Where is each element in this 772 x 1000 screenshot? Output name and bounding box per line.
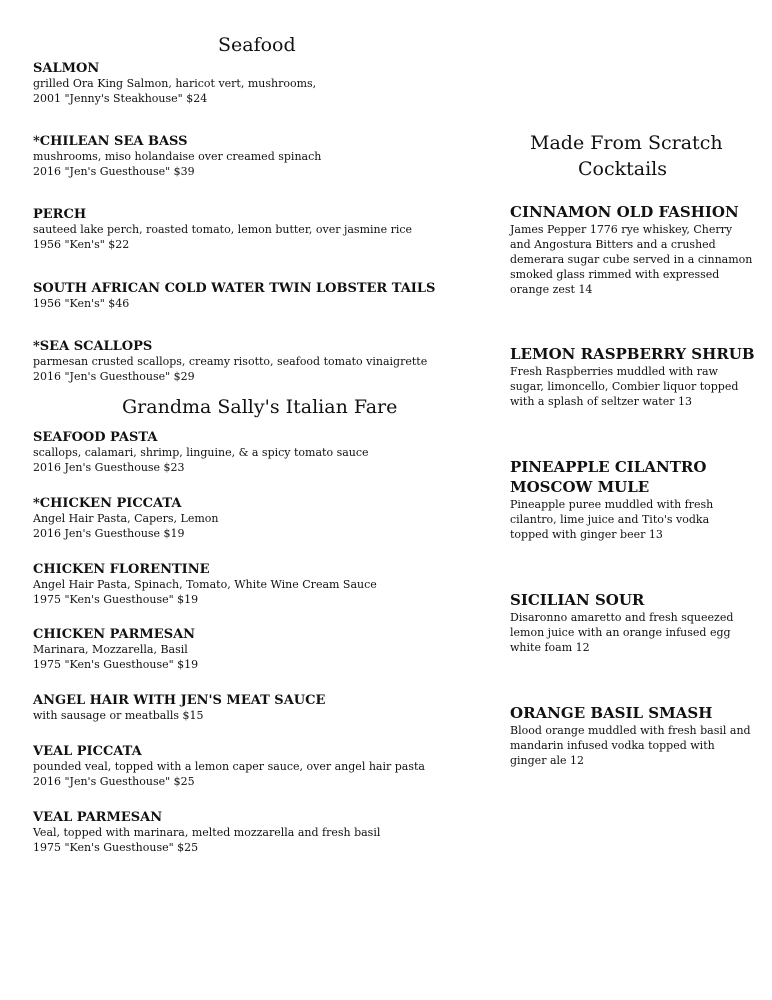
- item-price-line: 2016 "Jen's Guesthouse" $39: [33, 165, 195, 178]
- item-name: ANGEL HAIR WITH JEN'S MEAT SAUCE: [33, 693, 326, 708]
- item-price-line: with sausage or meatballs $15: [33, 709, 204, 722]
- cocktail-name: MOSCOW MULE: [510, 478, 650, 496]
- item-price-line: 1975 "Ken's Guesthouse" $19: [33, 658, 199, 671]
- item-description: grilled Ora King Salmon, haricot vert, mushrooms,: [33, 77, 317, 90]
- item-price-line: 2016 Jen's Guesthouse $23: [33, 461, 185, 474]
- menu-item: [33, 339, 463, 384]
- cocktail-item: [510, 590, 765, 655]
- item-description: Marinara, Mozzarella, Basil: [33, 643, 188, 656]
- item-price-line: 1956 "Ken's" $22: [33, 238, 130, 251]
- item-name: SALMON: [33, 61, 100, 76]
- cocktail-description: Blood orange muddled with fresh basil and: [510, 724, 751, 737]
- item-price-line: 1956 "Ken's" $46: [33, 297, 130, 310]
- cocktail-description: cilantro, lime juice and Tito's vodka: [510, 513, 710, 526]
- menu-item: [33, 496, 463, 541]
- cocktail-item: [510, 703, 765, 768]
- cocktails-heading-line2: Cocktails: [578, 158, 667, 180]
- item-description: parmesan crusted scallops, creamy risotto, seafood tomato vinaigrette: [33, 355, 428, 368]
- item-price-line: 2001 "Jenny's Steakhouse" $24: [33, 92, 208, 105]
- cocktail-description: sugar, limoncello, Combier liquor topped: [510, 380, 739, 393]
- cocktail-name: CINNAMON OLD FASHION: [510, 203, 739, 221]
- item-name: PERCH: [33, 207, 87, 222]
- cocktail-name: SICILIAN SOUR: [510, 591, 645, 609]
- cocktail-item: [510, 202, 765, 297]
- cocktails-heading: [530, 130, 723, 182]
- cocktail-price-line: ginger ale 12: [510, 754, 585, 767]
- menu-item: [33, 627, 463, 672]
- item-name: SEAFOOD PASTA: [33, 430, 158, 445]
- cocktail-description: smoked glass rimmed with expressed: [510, 268, 720, 281]
- cocktail-price-line: topped with ginger beer 13: [510, 528, 663, 541]
- item-name: CHICKEN FLORENTINE: [33, 562, 210, 577]
- menu-item: [33, 134, 463, 179]
- menu-item: [33, 281, 463, 311]
- cocktail-description: demerara sugar cube served in a cinnamon: [510, 253, 753, 266]
- item-price-line: 1975 "Ken's Guesthouse" $19: [33, 593, 199, 606]
- cocktail-price-line: orange zest 14: [510, 283, 593, 296]
- cocktail-name: PINEAPPLE CILANTRO: [510, 458, 707, 476]
- item-name: CHICKEN PARMESAN: [33, 627, 196, 642]
- item-name: VEAL PARMESAN: [33, 810, 163, 825]
- item-description: pounded veal, topped with a lemon caper sauce, over angel hair pasta: [33, 760, 425, 773]
- item-price-line: 2016 "Jen's Guesthouse" $25: [33, 775, 195, 788]
- menu-item: [33, 61, 463, 106]
- item-description: mushrooms, miso holandaise over creamed spinach: [33, 150, 322, 163]
- cocktail-price-line: white foam 12: [510, 641, 590, 654]
- item-description: scallops, calamari, shrimp, linguine, & a spicy tomato sauce: [33, 446, 369, 459]
- item-name: *CHILEAN SEA BASS: [33, 134, 188, 149]
- menu-item: [33, 693, 463, 723]
- item-description: Angel Hair Pasta, Capers, Lemon: [33, 512, 219, 525]
- menu-item: [33, 810, 463, 855]
- cocktail-description: Pineapple puree muddled with fresh: [510, 498, 714, 511]
- cocktail-description: Fresh Raspberries muddled with raw: [510, 365, 718, 378]
- cocktail-description: James Pepper 1776 rye whiskey, Cherry: [510, 223, 733, 236]
- menu-item: [33, 207, 463, 252]
- cocktails-heading-line1: Made From Scratch: [530, 132, 723, 154]
- item-price-line: 2016 "Jen's Guesthouse" $29: [33, 370, 195, 383]
- seafood-heading: Seafood: [218, 34, 296, 56]
- menu-item: [33, 430, 463, 475]
- cocktail-name: LEMON RASPBERRY SHRUB: [510, 345, 755, 363]
- item-price-line: 1975 "Ken's Guesthouse" $25: [33, 841, 199, 854]
- italian-heading: Grandma Sally's Italian Fare: [122, 396, 398, 418]
- item-description: sauteed lake perch, roasted tomato, lemon butter, over jasmine rice: [33, 223, 413, 236]
- cocktail-item: [510, 344, 765, 409]
- item-name: VEAL PICCATA: [33, 744, 142, 759]
- item-price-line: 2016 Jen's Guesthouse $19: [33, 527, 185, 540]
- item-description: Angel Hair Pasta, Spinach, Tomato, White Wine Cream Sauce: [33, 578, 377, 591]
- menu-item: [33, 744, 463, 789]
- item-description: Veal, topped with marinara, melted mozzarella and fresh basil: [33, 826, 381, 839]
- item-name: SOUTH AFRICAN COLD WATER TWIN LOBSTER TAILS: [33, 281, 436, 296]
- cocktail-name: ORANGE BASIL SMASH: [510, 704, 713, 722]
- item-name: *CHICKEN PICCATA: [33, 496, 182, 511]
- cocktail-price-line: with a splash of seltzer water 13: [510, 395, 692, 408]
- item-name: *SEA SCALLOPS: [33, 339, 153, 354]
- cocktail-item: [510, 457, 765, 542]
- cocktail-description: mandarin infused vodka topped with: [510, 739, 715, 752]
- cocktail-description: lemon juice with an orange infused egg: [510, 626, 731, 639]
- cocktail-description: and Angostura Bitters and a crushed: [510, 238, 716, 251]
- cocktail-description: Disaronno amaretto and fresh squeezed: [510, 611, 734, 624]
- menu-item: [33, 562, 463, 607]
